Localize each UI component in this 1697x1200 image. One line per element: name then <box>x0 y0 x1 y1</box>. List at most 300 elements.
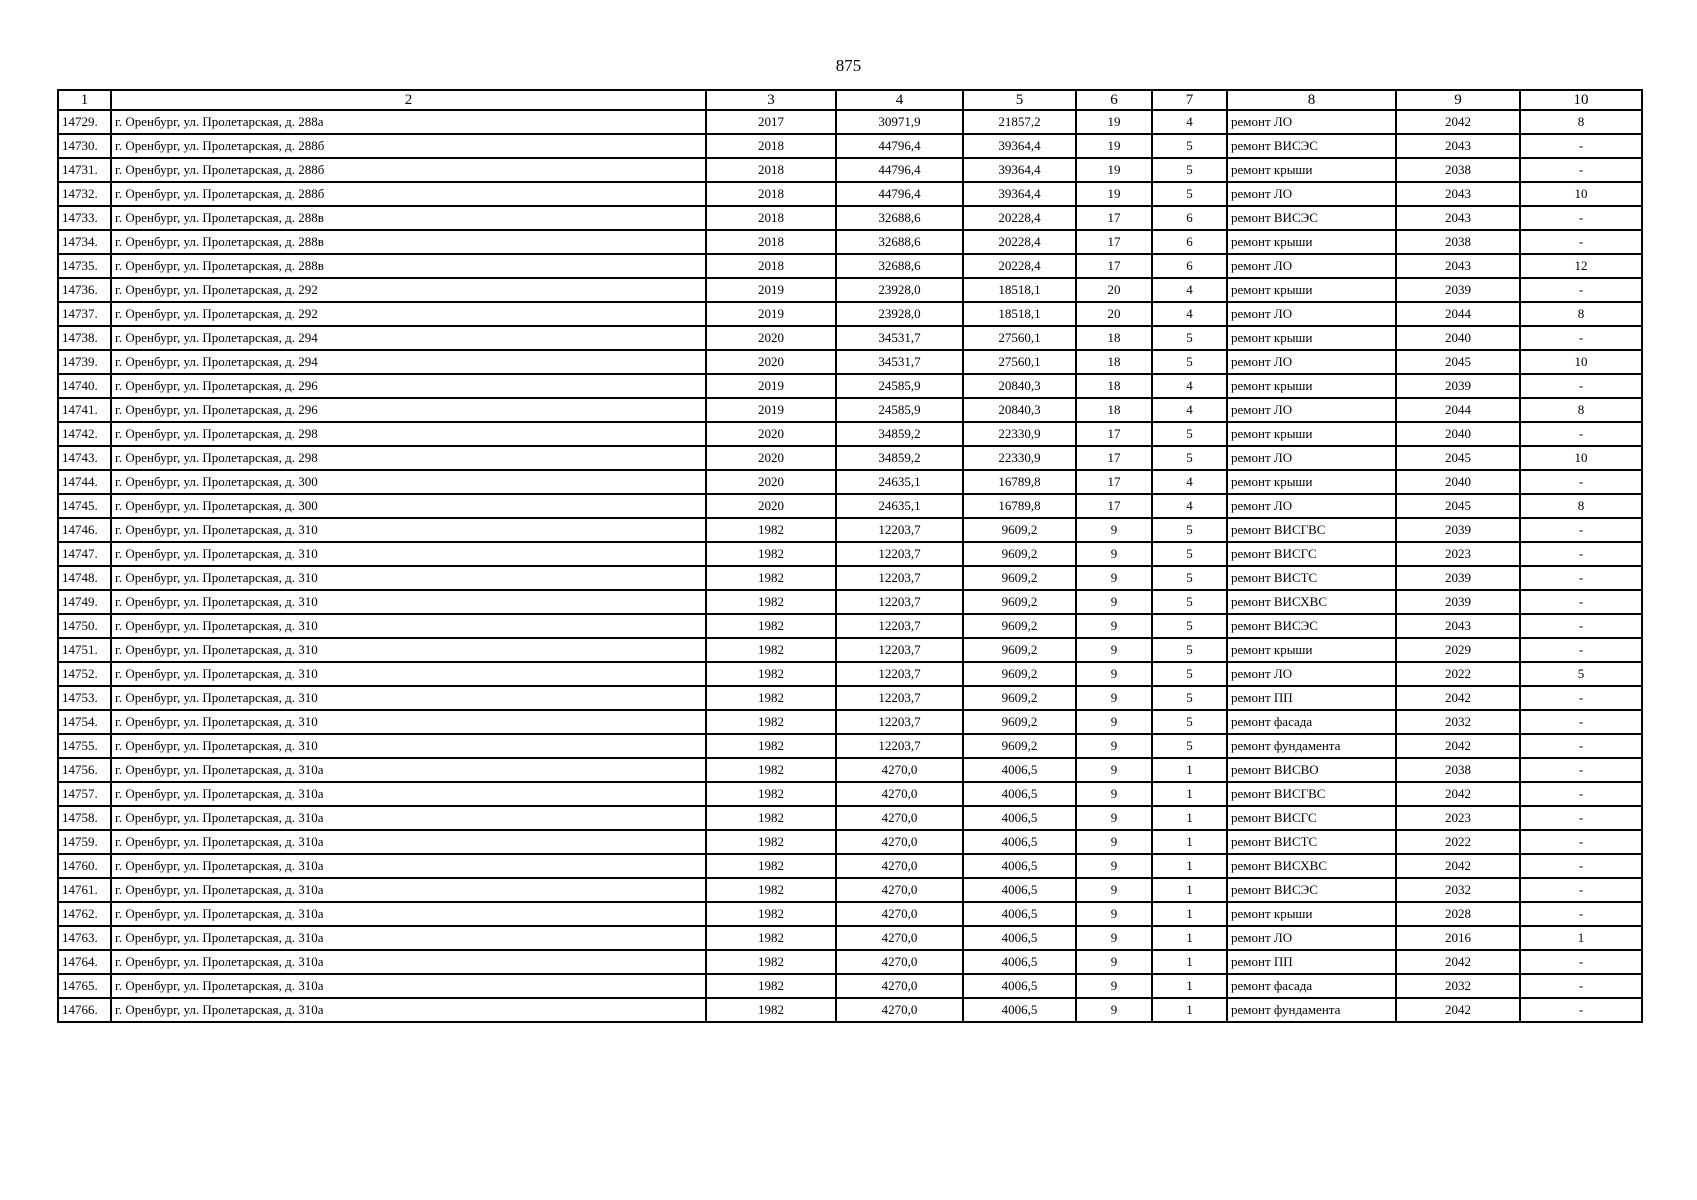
cell-year: 1982 <box>706 758 836 782</box>
cell-living-area: 9609,2 <box>963 566 1076 590</box>
cell-work-type: ремонт ВИСХВС <box>1227 590 1396 614</box>
cell-year: 1982 <box>706 902 836 926</box>
cell-living-area: 4006,5 <box>963 926 1076 950</box>
cell-row-number: 14742. <box>58 422 111 446</box>
cell-planned-year: 2028 <box>1396 902 1520 926</box>
cell-total-area: 4270,0 <box>836 974 963 998</box>
cell-work-type: ремонт крыши <box>1227 326 1396 350</box>
column-header-9: 9 <box>1396 90 1520 110</box>
cell-living-area: 9609,2 <box>963 686 1076 710</box>
cell-year: 2018 <box>706 158 836 182</box>
cell-row-number: 14745. <box>58 494 111 518</box>
cell-row-number: 14765. <box>58 974 111 998</box>
table-row <box>58 734 1642 758</box>
table-row <box>58 254 1642 278</box>
cell-value: - <box>1520 158 1642 182</box>
cell-entrances: 5 <box>1152 566 1227 590</box>
cell-entrances: 1 <box>1152 878 1227 902</box>
cell-floors: 19 <box>1076 134 1152 158</box>
cell-value: - <box>1520 518 1642 542</box>
table-row <box>58 878 1642 902</box>
cell-address: г. Оренбург, ул. Пролетарская, д. 288в <box>111 230 706 254</box>
cell-work-type: ремонт фасада <box>1227 710 1396 734</box>
cell-work-type: ремонт ВИСЭС <box>1227 878 1396 902</box>
cell-total-area: 12203,7 <box>836 638 963 662</box>
cell-living-area: 16789,8 <box>963 470 1076 494</box>
cell-planned-year: 2040 <box>1396 326 1520 350</box>
cell-work-type: ремонт ЛО <box>1227 662 1396 686</box>
cell-total-area: 12203,7 <box>836 686 963 710</box>
cell-address: г. Оренбург, ул. Пролетарская, д. 310а <box>111 830 706 854</box>
cell-total-area: 12203,7 <box>836 662 963 686</box>
cell-year: 2020 <box>706 494 836 518</box>
cell-total-area: 34859,2 <box>836 446 963 470</box>
cell-floors: 9 <box>1076 878 1152 902</box>
cell-year: 1982 <box>706 638 836 662</box>
cell-floors: 9 <box>1076 686 1152 710</box>
cell-floors: 9 <box>1076 758 1152 782</box>
cell-row-number: 14729. <box>58 110 111 134</box>
cell-year: 2019 <box>706 398 836 422</box>
cell-value: 8 <box>1520 398 1642 422</box>
cell-address: г. Оренбург, ул. Пролетарская, д. 310 <box>111 638 706 662</box>
cell-total-area: 4270,0 <box>836 806 963 830</box>
table-row <box>58 494 1642 518</box>
cell-address: г. Оренбург, ул. Пролетарская, д. 288в <box>111 206 706 230</box>
cell-entrances: 1 <box>1152 998 1227 1022</box>
cell-planned-year: 2045 <box>1396 350 1520 374</box>
cell-total-area: 12203,7 <box>836 590 963 614</box>
table-row <box>58 518 1642 542</box>
cell-work-type: ремонт ПП <box>1227 950 1396 974</box>
cell-work-type: ремонт ПП <box>1227 686 1396 710</box>
cell-entrances: 1 <box>1152 950 1227 974</box>
cell-total-area: 24585,9 <box>836 398 963 422</box>
cell-row-number: 14759. <box>58 830 111 854</box>
cell-address: г. Оренбург, ул. Пролетарская, д. 294 <box>111 350 706 374</box>
cell-row-number: 14763. <box>58 926 111 950</box>
cell-entrances: 1 <box>1152 926 1227 950</box>
cell-year: 2018 <box>706 206 836 230</box>
cell-row-number: 14736. <box>58 278 111 302</box>
cell-total-area: 4270,0 <box>836 854 963 878</box>
cell-address: г. Оренбург, ул. Пролетарская, д. 288б <box>111 182 706 206</box>
cell-row-number: 14751. <box>58 638 111 662</box>
cell-total-area: 23928,0 <box>836 302 963 326</box>
table-row <box>58 974 1642 998</box>
table-row <box>58 950 1642 974</box>
cell-living-area: 22330,9 <box>963 446 1076 470</box>
cell-floors: 18 <box>1076 398 1152 422</box>
cell-address: г. Оренбург, ул. Пролетарская, д. 310а <box>111 950 706 974</box>
cell-floors: 17 <box>1076 206 1152 230</box>
table-row <box>58 662 1642 686</box>
cell-address: г. Оренбург, ул. Пролетарская, д. 310 <box>111 518 706 542</box>
cell-value: 1 <box>1520 926 1642 950</box>
cell-entrances: 5 <box>1152 134 1227 158</box>
cell-work-type: ремонт крыши <box>1227 158 1396 182</box>
cell-year: 2020 <box>706 350 836 374</box>
cell-entrances: 4 <box>1152 398 1227 422</box>
cell-entrances: 5 <box>1152 710 1227 734</box>
table-row <box>58 230 1642 254</box>
cell-work-type: ремонт ВИСВО <box>1227 758 1396 782</box>
cell-row-number: 14735. <box>58 254 111 278</box>
cell-entrances: 5 <box>1152 350 1227 374</box>
cell-floors: 9 <box>1076 542 1152 566</box>
housing-repair-table <box>57 89 1643 1023</box>
cell-living-area: 9609,2 <box>963 614 1076 638</box>
cell-entrances: 6 <box>1152 230 1227 254</box>
cell-planned-year: 2045 <box>1396 494 1520 518</box>
cell-work-type: ремонт ЛО <box>1227 446 1396 470</box>
cell-year: 1982 <box>706 710 836 734</box>
table-row <box>58 206 1642 230</box>
cell-floors: 9 <box>1076 638 1152 662</box>
page-number: 875 <box>835 56 862 75</box>
cell-address: г. Оренбург, ул. Пролетарская, д. 292 <box>111 302 706 326</box>
cell-planned-year: 2032 <box>1396 710 1520 734</box>
cell-total-area: 12203,7 <box>836 710 963 734</box>
cell-floors: 19 <box>1076 110 1152 134</box>
cell-value: 5 <box>1520 662 1642 686</box>
table-row <box>58 902 1642 926</box>
cell-total-area: 4270,0 <box>836 950 963 974</box>
cell-row-number: 14732. <box>58 182 111 206</box>
cell-value: - <box>1520 542 1642 566</box>
cell-planned-year: 2042 <box>1396 998 1520 1022</box>
cell-row-number: 14761. <box>58 878 111 902</box>
cell-entrances: 4 <box>1152 278 1227 302</box>
table-row <box>58 590 1642 614</box>
cell-work-type: ремонт крыши <box>1227 278 1396 302</box>
cell-planned-year: 2038 <box>1396 158 1520 182</box>
cell-living-area: 39364,4 <box>963 158 1076 182</box>
cell-work-type: ремонт крыши <box>1227 374 1396 398</box>
cell-address: г. Оренбург, ул. Пролетарская, д. 310а <box>111 758 706 782</box>
cell-row-number: 14740. <box>58 374 111 398</box>
cell-work-type: ремонт фасада <box>1227 974 1396 998</box>
cell-row-number: 14731. <box>58 158 111 182</box>
cell-work-type: ремонт ВИСХВС <box>1227 854 1396 878</box>
cell-entrances: 5 <box>1152 614 1227 638</box>
cell-entrances: 5 <box>1152 422 1227 446</box>
table-row <box>58 782 1642 806</box>
cell-floors: 9 <box>1076 734 1152 758</box>
cell-entrances: 5 <box>1152 590 1227 614</box>
cell-total-area: 34859,2 <box>836 422 963 446</box>
cell-floors: 18 <box>1076 374 1152 398</box>
cell-address: г. Оренбург, ул. Пролетарская, д. 310а <box>111 974 706 998</box>
cell-planned-year: 2042 <box>1396 854 1520 878</box>
cell-value: 12 <box>1520 254 1642 278</box>
cell-living-area: 4006,5 <box>963 950 1076 974</box>
cell-entrances: 1 <box>1152 854 1227 878</box>
cell-value: 10 <box>1520 182 1642 206</box>
cell-living-area: 9609,2 <box>963 638 1076 662</box>
cell-address: г. Оренбург, ул. Пролетарская, д. 310а <box>111 806 706 830</box>
cell-row-number: 14749. <box>58 590 111 614</box>
cell-address: г. Оренбург, ул. Пролетарская, д. 310 <box>111 566 706 590</box>
cell-year: 1982 <box>706 566 836 590</box>
cell-living-area: 9609,2 <box>963 518 1076 542</box>
table-row <box>58 566 1642 590</box>
cell-total-area: 12203,7 <box>836 614 963 638</box>
cell-living-area: 22330,9 <box>963 422 1076 446</box>
cell-living-area: 4006,5 <box>963 974 1076 998</box>
cell-planned-year: 2044 <box>1396 302 1520 326</box>
cell-year: 2018 <box>706 182 836 206</box>
cell-address: г. Оренбург, ул. Пролетарская, д. 310а <box>111 998 706 1022</box>
cell-floors: 20 <box>1076 302 1152 326</box>
cell-entrances: 1 <box>1152 830 1227 854</box>
cell-planned-year: 2029 <box>1396 638 1520 662</box>
cell-total-area: 44796,4 <box>836 158 963 182</box>
column-header-10: 10 <box>1520 90 1642 110</box>
cell-row-number: 14738. <box>58 326 111 350</box>
cell-planned-year: 2043 <box>1396 134 1520 158</box>
cell-work-type: ремонт фундамента <box>1227 734 1396 758</box>
cell-entrances: 5 <box>1152 638 1227 662</box>
cell-value: - <box>1520 830 1642 854</box>
table-row <box>58 806 1642 830</box>
cell-work-type: ремонт фундамента <box>1227 998 1396 1022</box>
cell-planned-year: 2032 <box>1396 974 1520 998</box>
cell-row-number: 14739. <box>58 350 111 374</box>
cell-year: 2020 <box>706 422 836 446</box>
cell-entrances: 1 <box>1152 902 1227 926</box>
cell-year: 1982 <box>706 542 836 566</box>
cell-total-area: 32688,6 <box>836 254 963 278</box>
cell-planned-year: 2042 <box>1396 782 1520 806</box>
cell-year: 1982 <box>706 854 836 878</box>
cell-living-area: 4006,5 <box>963 758 1076 782</box>
cell-row-number: 14744. <box>58 470 111 494</box>
cell-row-number: 14743. <box>58 446 111 470</box>
cell-entrances: 5 <box>1152 182 1227 206</box>
cell-total-area: 4270,0 <box>836 926 963 950</box>
cell-address: г. Оренбург, ул. Пролетарская, д. 300 <box>111 470 706 494</box>
cell-planned-year: 2043 <box>1396 182 1520 206</box>
cell-row-number: 14737. <box>58 302 111 326</box>
cell-value: - <box>1520 878 1642 902</box>
cell-living-area: 9609,2 <box>963 734 1076 758</box>
cell-work-type: ремонт ВИСГВС <box>1227 782 1396 806</box>
table-row <box>58 422 1642 446</box>
cell-entrances: 4 <box>1152 110 1227 134</box>
cell-planned-year: 2023 <box>1396 542 1520 566</box>
cell-row-number: 14764. <box>58 950 111 974</box>
cell-planned-year: 2043 <box>1396 614 1520 638</box>
cell-total-area: 12203,7 <box>836 518 963 542</box>
cell-row-number: 14766. <box>58 998 111 1022</box>
cell-work-type: ремонт ЛО <box>1227 182 1396 206</box>
cell-planned-year: 2043 <box>1396 254 1520 278</box>
cell-year: 1982 <box>706 518 836 542</box>
cell-address: г. Оренбург, ул. Пролетарская, д. 310 <box>111 614 706 638</box>
cell-row-number: 14746. <box>58 518 111 542</box>
cell-planned-year: 2039 <box>1396 278 1520 302</box>
cell-total-area: 4270,0 <box>836 902 963 926</box>
column-header-6: 6 <box>1076 90 1152 110</box>
cell-planned-year: 2045 <box>1396 446 1520 470</box>
cell-living-area: 4006,5 <box>963 902 1076 926</box>
cell-value: - <box>1520 326 1642 350</box>
table-row <box>58 110 1642 134</box>
cell-planned-year: 2042 <box>1396 950 1520 974</box>
table-row <box>58 158 1642 182</box>
cell-value: 8 <box>1520 110 1642 134</box>
cell-floors: 17 <box>1076 470 1152 494</box>
cell-entrances: 1 <box>1152 758 1227 782</box>
cell-address: г. Оренбург, ул. Пролетарская, д. 310а <box>111 782 706 806</box>
cell-work-type: ремонт ЛО <box>1227 494 1396 518</box>
cell-row-number: 14756. <box>58 758 111 782</box>
cell-value: - <box>1520 278 1642 302</box>
table-row <box>58 686 1642 710</box>
cell-living-area: 39364,4 <box>963 134 1076 158</box>
column-header-1: 1 <box>58 90 111 110</box>
cell-floors: 17 <box>1076 230 1152 254</box>
cell-address: г. Оренбург, ул. Пролетарская, д. 310 <box>111 590 706 614</box>
cell-floors: 19 <box>1076 182 1152 206</box>
cell-living-area: 4006,5 <box>963 806 1076 830</box>
cell-value: - <box>1520 806 1642 830</box>
cell-work-type: ремонт ВИСГС <box>1227 542 1396 566</box>
cell-address: г. Оренбург, ул. Пролетарская, д. 310а <box>111 902 706 926</box>
cell-total-area: 4270,0 <box>836 758 963 782</box>
cell-total-area: 44796,4 <box>836 134 963 158</box>
cell-total-area: 12203,7 <box>836 542 963 566</box>
cell-value: - <box>1520 590 1642 614</box>
cell-entrances: 1 <box>1152 806 1227 830</box>
cell-planned-year: 2023 <box>1396 806 1520 830</box>
cell-work-type: ремонт ЛО <box>1227 398 1396 422</box>
cell-entrances: 6 <box>1152 206 1227 230</box>
cell-row-number: 14750. <box>58 614 111 638</box>
cell-floors: 17 <box>1076 422 1152 446</box>
column-header-4: 4 <box>836 90 963 110</box>
cell-year: 1982 <box>706 830 836 854</box>
cell-year: 2020 <box>706 470 836 494</box>
cell-entrances: 4 <box>1152 374 1227 398</box>
cell-planned-year: 2042 <box>1396 734 1520 758</box>
cell-row-number: 14752. <box>58 662 111 686</box>
cell-address: г. Оренбург, ул. Пролетарская, д. 310а <box>111 926 706 950</box>
cell-work-type: ремонт ВИСЭС <box>1227 206 1396 230</box>
table-row <box>58 926 1642 950</box>
cell-work-type: ремонт ЛО <box>1227 254 1396 278</box>
cell-entrances: 5 <box>1152 518 1227 542</box>
cell-floors: 18 <box>1076 350 1152 374</box>
cell-planned-year: 2042 <box>1396 686 1520 710</box>
cell-entrances: 5 <box>1152 446 1227 470</box>
cell-value: - <box>1520 422 1642 446</box>
cell-planned-year: 2043 <box>1396 206 1520 230</box>
cell-living-area: 39364,4 <box>963 182 1076 206</box>
table-row <box>58 830 1642 854</box>
cell-work-type: ремонт ВИСТС <box>1227 566 1396 590</box>
cell-planned-year: 2040 <box>1396 422 1520 446</box>
cell-floors: 9 <box>1076 614 1152 638</box>
cell-entrances: 1 <box>1152 782 1227 806</box>
cell-address: г. Оренбург, ул. Пролетарская, д. 310а <box>111 854 706 878</box>
cell-year: 1982 <box>706 782 836 806</box>
cell-year: 1982 <box>706 662 836 686</box>
cell-row-number: 14762. <box>58 902 111 926</box>
header-row <box>58 90 1642 110</box>
cell-year: 1982 <box>706 614 836 638</box>
cell-entrances: 6 <box>1152 254 1227 278</box>
cell-entrances: 4 <box>1152 470 1227 494</box>
cell-total-area: 30971,9 <box>836 110 963 134</box>
cell-living-area: 21857,2 <box>963 110 1076 134</box>
cell-address: г. Оренбург, ул. Пролетарская, д. 300 <box>111 494 706 518</box>
table-body <box>58 110 1642 1022</box>
cell-floors: 17 <box>1076 494 1152 518</box>
cell-value: - <box>1520 134 1642 158</box>
cell-living-area: 27560,1 <box>963 350 1076 374</box>
cell-address: г. Оренбург, ул. Пролетарская, д. 310а <box>111 878 706 902</box>
table-row <box>58 134 1642 158</box>
cell-work-type: ремонт ЛО <box>1227 302 1396 326</box>
cell-living-area: 20228,4 <box>963 206 1076 230</box>
cell-living-area: 4006,5 <box>963 878 1076 902</box>
cell-year: 1982 <box>706 590 836 614</box>
cell-row-number: 14730. <box>58 134 111 158</box>
cell-year: 2020 <box>706 326 836 350</box>
table-row <box>58 182 1642 206</box>
column-header-2: 2 <box>111 90 706 110</box>
cell-work-type: ремонт ЛО <box>1227 110 1396 134</box>
cell-year: 1982 <box>706 878 836 902</box>
table-row <box>58 446 1642 470</box>
cell-value: - <box>1520 854 1642 878</box>
cell-floors: 9 <box>1076 854 1152 878</box>
cell-row-number: 14755. <box>58 734 111 758</box>
cell-floors: 9 <box>1076 830 1152 854</box>
cell-work-type: ремонт крыши <box>1227 638 1396 662</box>
cell-value: - <box>1520 902 1642 926</box>
cell-value: - <box>1520 206 1642 230</box>
cell-row-number: 14741. <box>58 398 111 422</box>
cell-address: г. Оренбург, ул. Пролетарская, д. 296 <box>111 398 706 422</box>
cell-work-type: ремонт крыши <box>1227 470 1396 494</box>
column-header-3: 3 <box>706 90 836 110</box>
cell-living-area: 4006,5 <box>963 782 1076 806</box>
column-header-5: 5 <box>963 90 1076 110</box>
cell-total-area: 4270,0 <box>836 830 963 854</box>
cell-address: г. Оренбург, ул. Пролетарская, д. 310 <box>111 542 706 566</box>
cell-work-type: ремонт ВИСГС <box>1227 806 1396 830</box>
cell-entrances: 1 <box>1152 974 1227 998</box>
cell-floors: 9 <box>1076 806 1152 830</box>
cell-value: - <box>1520 614 1642 638</box>
cell-value: - <box>1520 686 1642 710</box>
cell-value: - <box>1520 566 1642 590</box>
cell-address: г. Оренбург, ул. Пролетарская, д. 294 <box>111 326 706 350</box>
cell-total-area: 23928,0 <box>836 278 963 302</box>
cell-living-area: 27560,1 <box>963 326 1076 350</box>
cell-floors: 20 <box>1076 278 1152 302</box>
table-row <box>58 326 1642 350</box>
cell-year: 1982 <box>706 686 836 710</box>
cell-planned-year: 2039 <box>1396 518 1520 542</box>
cell-planned-year: 2039 <box>1396 566 1520 590</box>
cell-total-area: 4270,0 <box>836 782 963 806</box>
cell-address: г. Оренбург, ул. Пролетарская, д. 288б <box>111 158 706 182</box>
cell-total-area: 34531,7 <box>836 326 963 350</box>
